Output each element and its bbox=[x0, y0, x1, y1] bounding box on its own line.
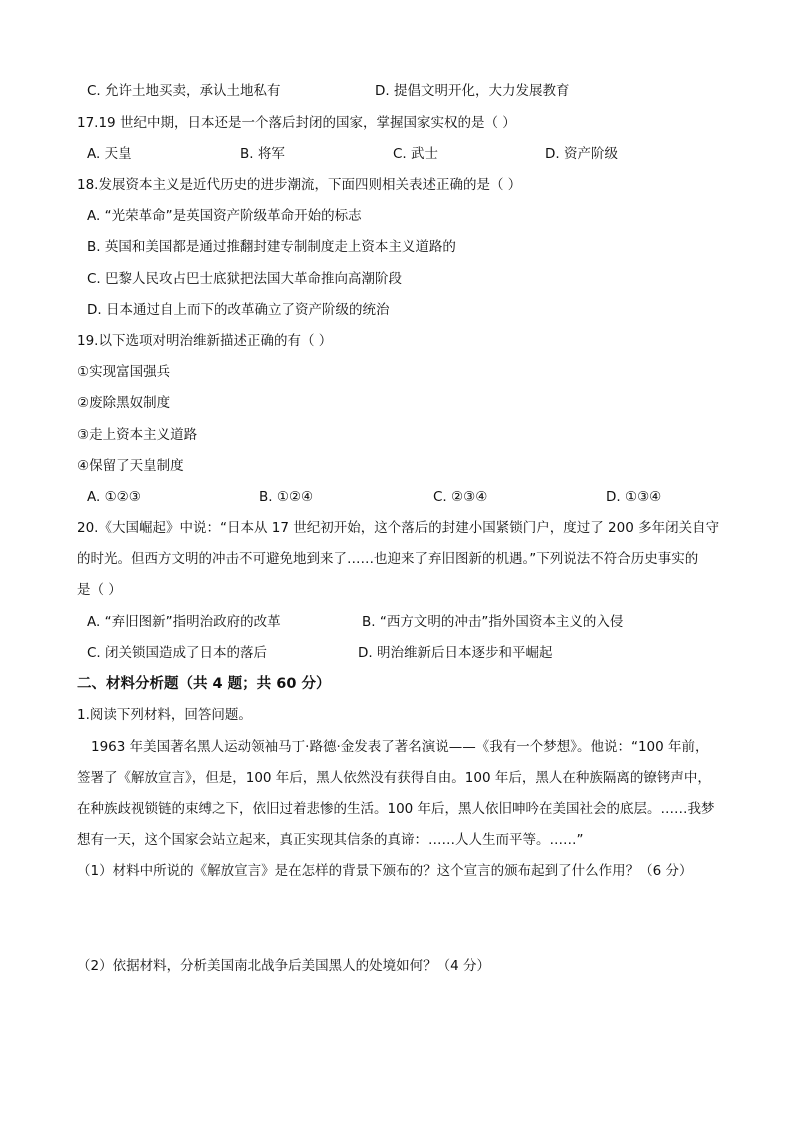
section-heading: 二、材料分析题（共 4 题；共 60 分） bbox=[77, 676, 331, 692]
q19-option-a: A. ①②③ bbox=[87, 489, 141, 505]
q19-statement-4: ④保留了天皇制度 bbox=[77, 458, 184, 474]
q19-stem: 19.以下选项对明治维新描述正确的有（ ） bbox=[77, 333, 333, 349]
q17-option-c: C. 武士 bbox=[393, 146, 439, 162]
material-line-4: 想有一天，这个国家会站立起来，真正实现其信条的真谛：……人人生而平等。……” bbox=[77, 832, 584, 848]
q19-option-b: B. ①②④ bbox=[259, 489, 314, 505]
material-line-2: 签署了《解放宣言》，但是，100 年后，黑人依然没有获得自由。100 年后，黑人在种族隔离的镣铐声中， bbox=[77, 770, 711, 786]
q20-option-c: C. 闭关锁国造成了日本的落后 bbox=[87, 645, 268, 661]
q19-statement-2: ②废除黑奴制度 bbox=[77, 395, 171, 411]
q17-stem: 17.19 世纪中期，日本还是一个落后封闭的国家，掌握国家实权的是（ ） bbox=[77, 115, 516, 131]
q20-stem-line-2: 的时光。但西方文明的冲击不可避免地到来了……也迎来了弃旧图新的机遇。”下列说法不符合历史事实的 bbox=[77, 551, 699, 567]
q1-intro: 1.阅读下列材料，回答问题。 bbox=[77, 707, 252, 723]
material-line-3: 在种族歧视锁链的束缚之下，依旧过着悲惨的生活。100 年后，黑人依旧呻吟在美国社会的底层。……我梦 bbox=[77, 801, 715, 817]
q20-stem-line-3: 是（ ） bbox=[77, 582, 122, 598]
sub-question-1: （1）材料中所说的《解放宣言》是在怎样的背景下颁布的？这个宣言的颁布起到了什么作用？（6 分） bbox=[77, 863, 693, 879]
q19-statement-3: ③走上资本主义道路 bbox=[77, 427, 198, 443]
q19-option-c: C. ②③④ bbox=[433, 489, 488, 505]
q16-option-d: D. 提倡文明开化，大力发展教育 bbox=[375, 83, 570, 99]
q20-option-a: A. “弃旧图新”指明治政府的改革 bbox=[87, 614, 281, 630]
q16-option-c: C. 允许土地买卖，承认土地私有 bbox=[87, 83, 281, 99]
q20-option-d: D. 明治维新后日本逐步和平崛起 bbox=[358, 645, 553, 661]
q17-option-b: B. 将军 bbox=[240, 146, 285, 162]
q19-option-d: D. ①③④ bbox=[606, 489, 662, 505]
q20-stem-line-1: 20.《大国崛起》中说：“日本从 17 世纪初开始，这个落后的封建小国紧锁门户，度过了 200 多年闭关自守 bbox=[77, 520, 720, 536]
sub-question-2: （2）依据材料，分析美国南北战争后美国黑人的处境如何？（4 分） bbox=[77, 958, 490, 974]
q18-stem: 18.发展资本主义是近代历史的进步潮流，下面四则相关表述正确的是（ ） bbox=[77, 177, 522, 193]
q17-option-d: D. 资产阶级 bbox=[545, 146, 618, 162]
q18-option-a: A. “光荣革命”是英国资产阶级革命开始的标志 bbox=[87, 208, 362, 224]
q18-option-b: B. 英国和美国都是通过推翻封建专制制度走上资本主义道路的 bbox=[87, 239, 456, 255]
q17-option-a: A. 天皇 bbox=[87, 146, 132, 162]
q19-statement-1: ①实现富国强兵 bbox=[77, 364, 171, 380]
material-line-1: 1963 年美国著名黑人运动领袖马丁·路德·金发表了著名演说——《我有一个梦想》。他说：“100 年前， bbox=[91, 739, 709, 755]
q18-option-c: C. 巴黎人民攻占巴士底狱把法国大革命推向高潮阶段 bbox=[87, 271, 403, 287]
q18-option-d: D. 日本通过自上而下的改革确立了资产阶级的统治 bbox=[87, 302, 390, 318]
q20-option-b: B. “西方文明的冲击”指外国资本主义的入侵 bbox=[362, 614, 624, 630]
